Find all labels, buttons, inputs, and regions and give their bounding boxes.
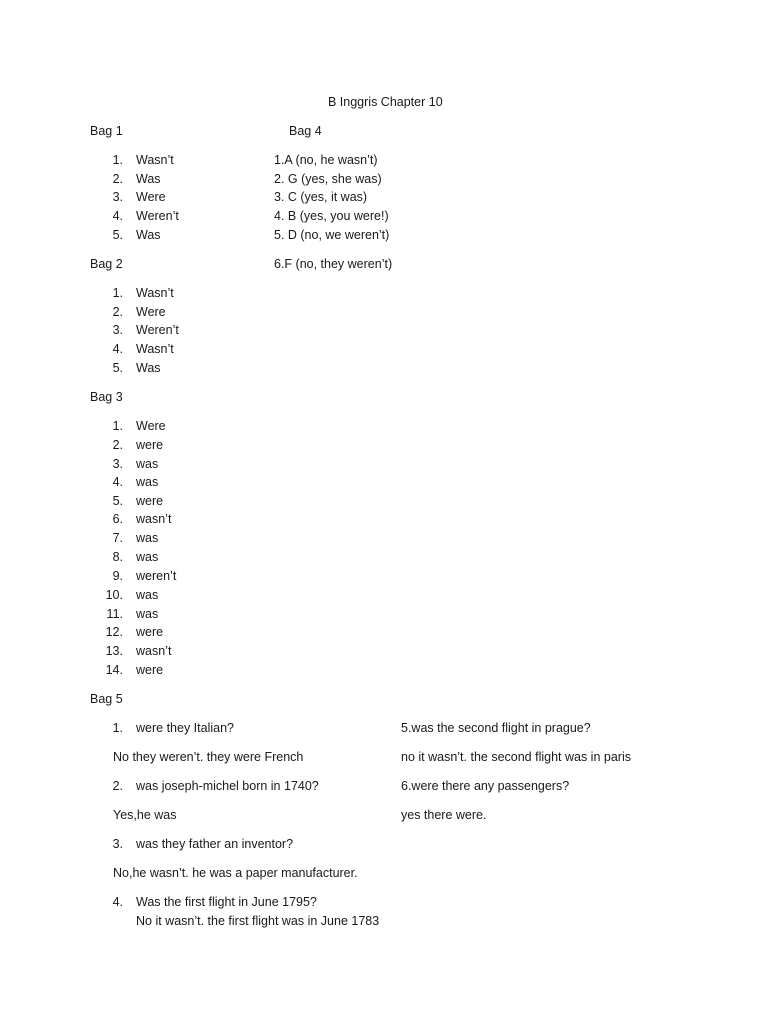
answer: Yes,he was	[113, 808, 177, 822]
list-item: Wasn’t	[136, 342, 174, 356]
list-number: 11.	[106, 607, 123, 621]
list-item: were	[136, 494, 164, 508]
list-number: 6.	[112, 512, 123, 526]
list-item: 2. G (yes, she was)	[274, 172, 382, 186]
list-item: Wasn’t	[136, 286, 174, 300]
list-number: 12.	[105, 625, 123, 639]
list-item: Was	[136, 228, 161, 242]
list-number: 5.	[112, 361, 123, 375]
answer: no it wasn’t. the second flight was in paris	[401, 750, 631, 764]
list-number: 14.	[105, 663, 123, 677]
list-item: 4. B (yes, you were!)	[274, 209, 389, 223]
list-number: 2.	[112, 172, 123, 186]
question: was they father an inventor?	[136, 837, 294, 851]
question: 5.was the second flight in prague?	[401, 721, 591, 735]
list-item: was	[136, 607, 159, 621]
list-number: 4.	[112, 342, 123, 356]
bag3-heading: Bag 3	[90, 390, 123, 404]
list-number: 4.	[112, 209, 123, 223]
bag1-heading: Bag 1	[90, 124, 123, 138]
question: were they Italian?	[136, 721, 234, 735]
question: 6.were there any passengers?	[401, 779, 570, 793]
answer: No they weren’t. they were French	[113, 750, 304, 764]
list-item: was	[136, 457, 159, 471]
list-item: Were	[136, 190, 166, 204]
list-item: Wasn’t	[136, 153, 174, 167]
list-item: 3. C (yes, it was)	[274, 190, 368, 204]
list-item: Was	[136, 172, 161, 186]
list-item: Weren’t	[136, 209, 179, 223]
list-item: was	[136, 588, 159, 602]
list-number: 2.	[112, 305, 123, 319]
question-number: 3.	[112, 837, 123, 851]
list-item: Were	[136, 419, 166, 433]
list-item: 1.A (no, he wasn’t)	[274, 153, 378, 167]
list-item: were	[136, 663, 164, 677]
question-number: 1.	[112, 721, 123, 735]
page-title: B Inggris Chapter 10	[328, 95, 443, 109]
bag4-heading: Bag 4	[289, 124, 322, 138]
list-number: 3.	[112, 323, 123, 337]
list-number: 5.	[112, 494, 123, 508]
list-item: was	[136, 531, 159, 545]
list-number: 3.	[112, 190, 123, 204]
answer: No,he wasn’t. he was a paper manufacturer.	[113, 866, 358, 880]
list-number: 9.	[112, 569, 123, 583]
bag5-heading: Bag 5	[90, 692, 123, 706]
question-number: 4.	[112, 895, 123, 909]
list-number: 10.	[105, 588, 123, 602]
question: Was the first flight in June 1795?	[136, 895, 317, 909]
list-number: 13.	[105, 644, 123, 658]
list-item: wasn’t	[136, 512, 172, 526]
list-item: 6.F (no, they weren’t)	[274, 257, 393, 271]
list-number: 4.	[112, 475, 123, 489]
list-item: wasn’t	[136, 644, 172, 658]
list-number: 2.	[112, 438, 123, 452]
answer: yes there were.	[401, 808, 487, 822]
list-item: was	[136, 550, 159, 564]
answer: No it wasn’t. the first flight was in June 1783	[136, 914, 380, 928]
list-number: 5.	[112, 228, 123, 242]
question: was joseph-michel born in 1740?	[136, 779, 319, 793]
list-number: 7.	[112, 531, 123, 545]
list-item: were	[136, 438, 164, 452]
list-item: 5. D (no, we weren’t)	[274, 228, 390, 242]
list-item: Were	[136, 305, 166, 319]
list-number: 1.	[112, 286, 123, 300]
list-item: Was	[136, 361, 161, 375]
list-number: 8.	[112, 550, 123, 564]
question-number: 2.	[112, 779, 123, 793]
list-number: 1.	[112, 153, 123, 167]
list-number: 3.	[112, 457, 123, 471]
list-item: were	[136, 625, 164, 639]
list-item: weren’t	[136, 569, 177, 583]
bag2-heading: Bag 2	[90, 257, 123, 271]
list-number: 1.	[112, 419, 123, 433]
list-item: Weren’t	[136, 323, 179, 337]
list-item: was	[136, 475, 159, 489]
